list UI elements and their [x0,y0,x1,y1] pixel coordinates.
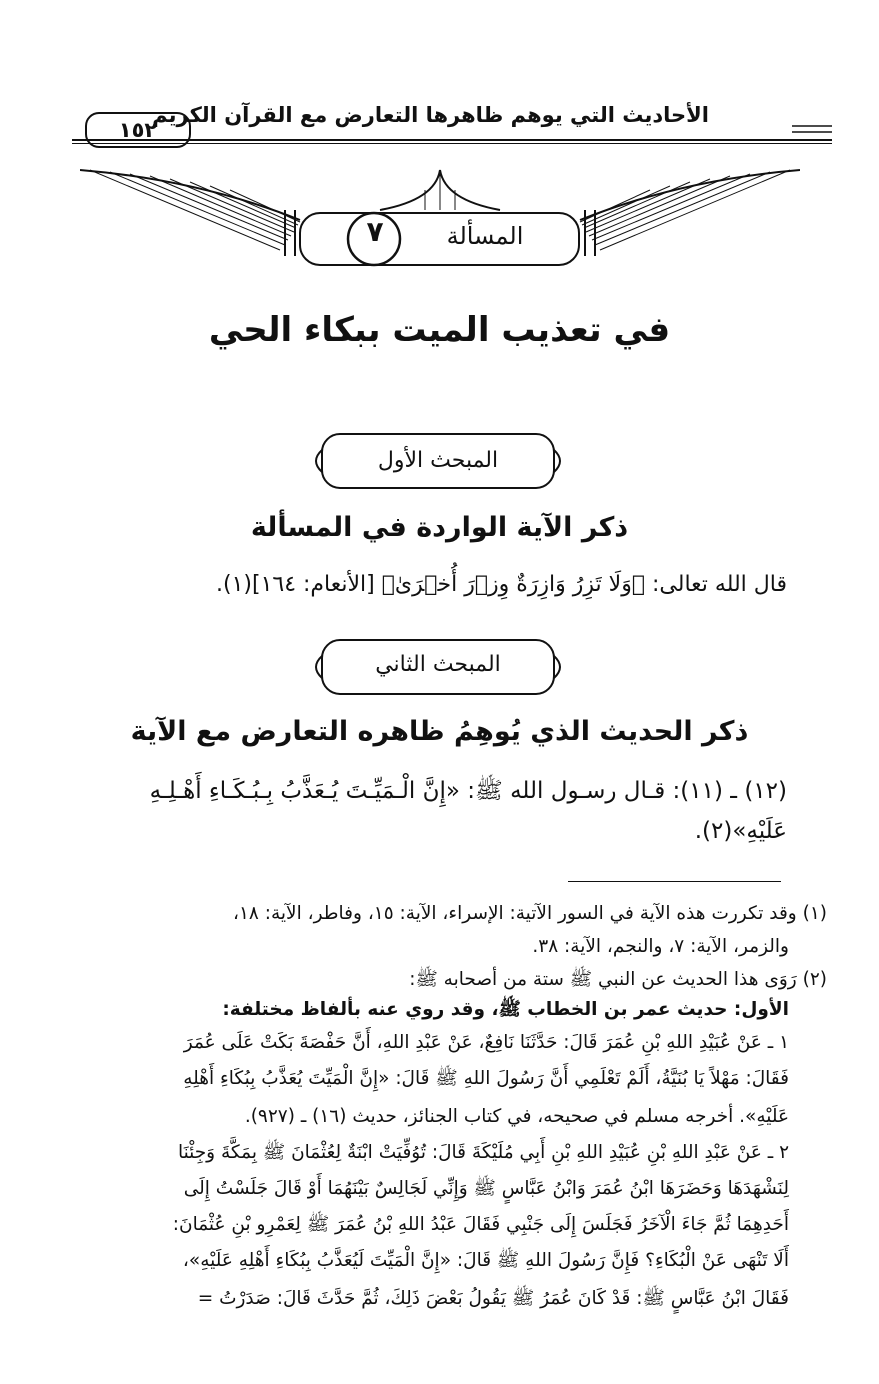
footnote-2-line-9: أَلَا تَنْهَى عَنْ الْبُكَاءِ؟ فَإِنَّ رَسُولَ اللهِ ﷺ قَالَ: «إِنَّ الْمَيِّتَ لَيُعَذَّبُ بِبُكَاءِ أَهْلِهِ عَلَيْهِ»، [182,1250,789,1271]
footnote-2-line-5: عَلَيْهِ». أخرجه مسلم في صحيحه، في كتاب الجنائز، حديث (١٦) ـ (٩٢٧). [244,1106,789,1127]
section2-label: المبحث الثاني [375,652,501,677]
issue-number: ٧ [366,215,384,248]
footnote-2-line-3: ١ ـ عَنْ عُبَيْدِ اللهِ بْنِ عُمَرَ قَالَ: حَدَّثَنَا نَافِعٌ، عَنْ عَبْدِ اللهِ، أَنَّ حَفْصَةَ بَكَتْ عَلَى عُمَرَ [183,1032,789,1053]
page-number: ١٥٢ [85,112,191,148]
footnote-2-line-6: ٢ ـ عَنْ عَبْدِ اللهِ بْنِ عُبَيْدِ اللهِ بْنِ أَبِي مُلَيْكَةَ قَالَ: تُوُفِّيَتْ ابْنَةٌ لِعُثْمَانَ ﷺ بِمَكَّةَ وَجِئْنَا [177,1142,789,1163]
issue-label: المسألة [446,222,524,250]
footnote-1-line-1: (١) وقد تكررت هذه الآية في السور الآتية: الإسراء، الآية: ١٥، وفاطر، الآية: ١٨، [233,903,827,924]
footnote-2-line-4: فَقَالَ: مَهْلاً يَا بُنَيَّةُ، أَلَمْ تَعْلَمِي أَنَّ رَسُولَ اللهِ ﷺ قَالَ: «إِنَّ الْمَيِّتَ يُعَذَّبُ بِبُكَاءِ أَهْلِهِ [183,1068,789,1089]
footnote-1-line-2: والزمر، الآية: ٧، والنجم، الآية: ٣٨. [532,936,789,957]
section1-verse-text: قال الله تعالى: ﴿وَلَا تَزِرُ وَازِرَةٌ وِزۡرَ أُخۡرَىٰ﴾ [الأنعام: ١٦٤](١). [216,572,787,597]
running-header-title: الأحاديث التي يوهم ظاهرها التعارض مع القرآن الكريم [152,103,709,127]
chapter-title: في تعذيب الميت ببكاء الحي [208,310,671,350]
section1-heading: ذكر الآية الواردة في المسألة [250,512,629,543]
footnote-2-line-10: فَقَالَ ابْنُ عَبَّاسٍ ﷺ: قَدْ كَانَ عُمَرُ ﷺ يَقُولُ بَعْضَ ذَلِكَ، ثُمَّ حَدَّثَ قَالَ: صَدَرْتُ = [197,1288,789,1309]
section2-heading: ذكر الحديث الذي يُوهِمُ ظاهره التعارض مع الآية [130,716,749,747]
header-rule-thin [72,143,832,144]
footnote-2-line-8: أَحَدِهِمَا ثُمَّ جَاءَ الْآخَرُ فَجَلَسَ إِلَى جَنْبِي فَقَالَ عَبْدُ اللهِ بْنُ عُمَرَ ﷺ لِعَمْرِو بْنِ عُثْمَانَ: [172,1214,789,1235]
header-ornament-icon [792,123,832,135]
footnote-2-line-1: (٢) رَوَى هذا الحديث عن النبي ﷺ ستة من أصحابه ﷺ: [409,969,827,990]
footnote-separator [568,881,781,882]
header-rule [72,139,832,141]
footnote-2-line-7: لِنَشْهَدَهَا وَحَضَرَهَا ابْنُ عُمَرَ وَابْنُ عَبَّاسٍ ﷺ وَإِنِّي لَجَالِسٌ بَيْنَهُمَا أَوْ قَالَ جَلَسْتُ إِلَى [183,1178,789,1199]
section1-label: المبحث الأول [377,448,499,473]
hadith-line-2: عَلَيْهِ»(٢). [694,818,787,844]
footnote-2-line-2: الأول: حديث عمر بن الخطاب ﷺ، وقد روي عنه بألفاظ مختلفة: [222,999,789,1020]
hadith-line-1: (١٢) ـ (١١): قـال رسـول الله ﷺ: «إِنَّ الْـمَيِّـتَ يُـعَذَّبُ بِـبُـكَـاءِ أَهْـلِـهِ [149,778,787,804]
